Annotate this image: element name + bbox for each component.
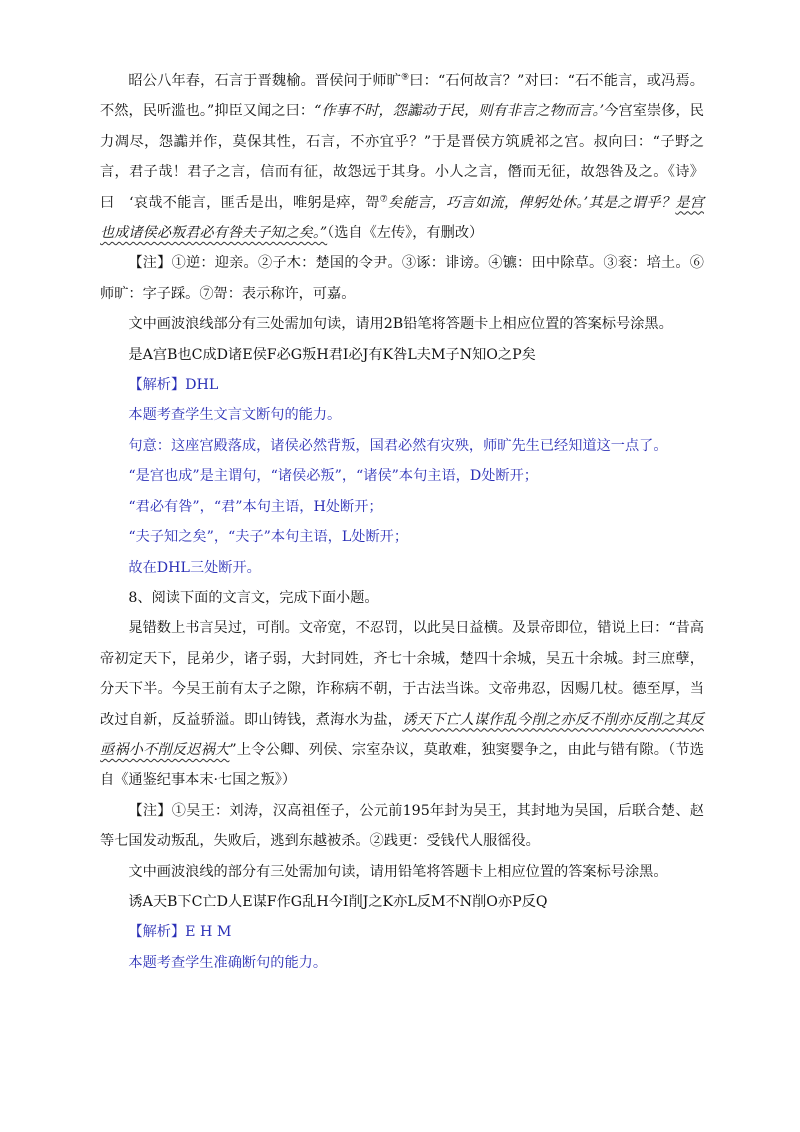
passage-text: 今宫室崇侈，民力凋尽，怨讟并作，莫保其性，石言，不亦宜乎？”于是晋侯方筑虒祁之宫。叔向曰：“子野之言，君子哉！君子之言，信而有征，故怨远于其身。小人之言，僭而无征，故怨咎及之。《诗》曰 ‘哀哉不能言，匪舌是出，唯躬是瘁，哿: [100, 103, 704, 211]
q7-analysis-heading: [100, 370, 704, 400]
q8-analysis-line: 本题考查学生准确断句的能力。: [128, 954, 328, 971]
q7-options: 是A宫B也C成D诸E侯F必G叛H君I必J有K咎L夫M子N知O之P矣: [128, 346, 536, 363]
q7-question: 文中画波浪线部分有三处需加句读，请用2B铅笔将答题卡上相应位置的答案标号涂黑。: [128, 316, 673, 333]
analysis-label: 【解析】: [128, 377, 186, 394]
q7-analysis-line-5: “夫子知之矣”，“夫子”本句主语，L处断开；: [128, 529, 409, 546]
q8-analysis-heading: [100, 917, 704, 947]
analysis-label: 【解析】: [128, 924, 186, 941]
wavy-underlined-text: 诱天下亡人谋作乱今削之亦反不削亦反削之其反亟祸小不削反迟祸大: [100, 711, 704, 758]
q7-analysis-line-6: 故在DHL三处断开。: [128, 559, 261, 576]
q8-question: 文中画波浪线的部分有三处需加句读，请用铅笔将答题卡上相应位置的答案标号涂黑。: [128, 863, 668, 880]
q8-options: 诱A天B下C亡D人E谋F作G乱H今I削J之K亦L反M不N削O亦P反Q: [128, 893, 548, 910]
analysis-answer: E H M: [185, 924, 232, 941]
q7-analysis-line-1: 本题考查学生文言文断句的能力。: [128, 407, 342, 424]
passage-quote: “作事不时，怨讟动于民，则有非言之物而言。’: [314, 103, 605, 120]
passage-text: 昭公八年春，石言于晋魏榆。晋侯问于师旷: [128, 73, 402, 89]
q8-passage: [100, 613, 704, 795]
passage-text: 曰：“石何故言？”对曰：“石不能言，或冯焉。不然，民听滥也。”抑臣又闻之曰：: [100, 73, 704, 120]
q8-notes: 【注】①吴王：刘涛，汉高祖侄子，公元前195年封为吴王，其封地为吴国，后联合楚、赵等七国发动叛乱，失败后，逃到东越被杀。②践更：受钱代人服徭役。: [100, 802, 704, 850]
q7-analysis-line-4: “君必有咎”，“君”本句主语，H处断开；: [128, 498, 383, 515]
q7-analysis-line-2: 句意：这座宫殿落成，诸侯必然背叛，国君必然有灾殃，师旷先生已经知道这一点了。: [128, 437, 668, 454]
passage-text: ”上令公卿、列侯、宗室杂议，莫敢难，独窦婴争之，由此与错有隙。（节选自《通鉴纪事本末·七国之叛》）: [100, 741, 704, 789]
q7-analysis-line-3: “是宫也成”是主谓句，“诸侯必叛”，“诸侯”本句主语，D处断开；: [128, 468, 538, 485]
q8-heading: 8、阅读下面的文言文，完成下面小题。: [128, 589, 379, 606]
wavy-underlined-text: 是宫也成诸侯必叛君必有咎夫子知之矣。”: [100, 194, 704, 242]
q7-passage: [100, 66, 704, 248]
footnote-marker: ⑦: [379, 193, 389, 204]
analysis-answer: DHL: [185, 377, 219, 394]
passage-source: （选自《左传》，有删改）: [327, 225, 484, 242]
document-content: [100, 66, 704, 978]
passage-quote: 矣能言，巧言如流，俾躬处休。’其是之谓乎？: [388, 194, 676, 211]
footnote-marker: ⑨: [401, 72, 410, 83]
q7-notes: 【注】①逆：迎亲。②子木：楚国的令尹。③诼：诽谤。④镳：田中除草。③衮：培土。⑥师旷：字子踩。⑦哿：表示称许，可嘉。: [100, 255, 704, 302]
passage-text: 晁错数上书言吴过，可削。文帝宽，不忍罚，以此吴日益横。及景帝即位，错说上曰：“昔高帝初定天下，昆弟少，诸子弱，大封同姓，齐七十余城，楚四十余城，吴五十余城。封三庶孽，分天下半。今吴王前有太子之隙，诈称病不朝，于古法当诛。文帝弗忍，因赐几杖。德至厚，当改过自新，反益骄溢。即山铸钱，煮海水为盐，: [100, 620, 704, 728]
